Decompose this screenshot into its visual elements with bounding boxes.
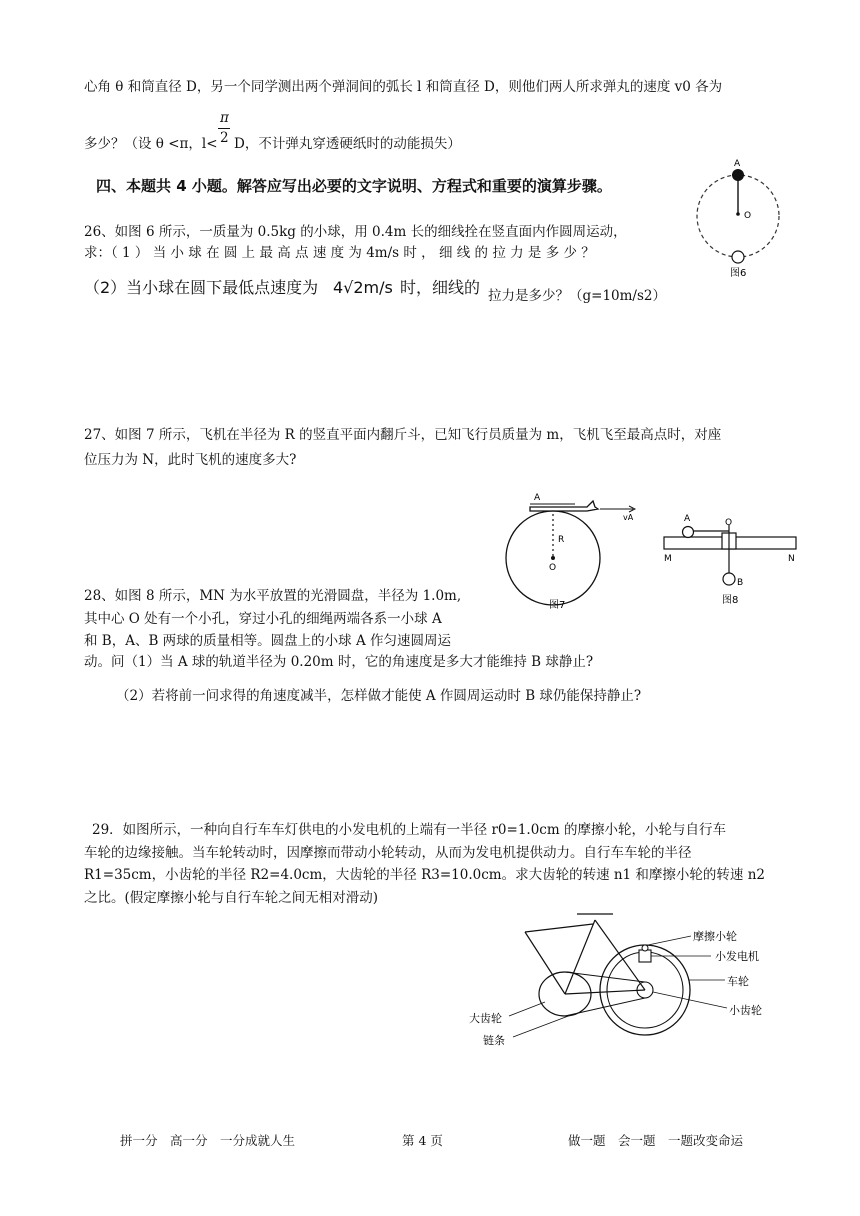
- fig8-label-a: A: [684, 514, 691, 524]
- ball-top: [732, 169, 744, 181]
- down-tube: [525, 932, 565, 994]
- q28-line2: 其中心 O 处有一个小孔，穿过小孔的细绳两端各系一小球 A: [84, 611, 442, 627]
- q26-line3a: （2）当小球在圆下最低点速度为: [84, 278, 319, 297]
- fig7-caption: 图7: [549, 600, 566, 611]
- fraction-denominator: 2: [220, 130, 229, 146]
- friction-wheel: [642, 945, 648, 951]
- q28-line3: 和 B，A、B 两球的质量相等。圆盘上的小球 A 作匀速圆周运: [84, 633, 452, 649]
- q29-line3: R1=35cm，小齿轮的半径 R2=4.0cm，大齿轮的半径 R3=10.0cm。求大齿轮的转速 n1 和摩擦小轮的转速 n2: [84, 867, 766, 883]
- q29-line4: 之比。(假定摩擦小轮与自行车轮之间无相对滑动): [84, 890, 379, 906]
- fig7-label-r: R: [558, 535, 565, 545]
- top-tube: [525, 924, 593, 932]
- airplane: [530, 501, 598, 511]
- q26-line3c: 时，细线的: [400, 278, 481, 297]
- fig6-label-o: O: [744, 211, 752, 221]
- q27-line2: 位压力为 N，此时飞机的速度多大?: [84, 452, 297, 468]
- seat-tube: [565, 920, 595, 994]
- fig8-label-m: M: [664, 554, 672, 564]
- footer-right: 做一题 会一题 一题改变命运: [568, 1133, 744, 1148]
- figure-7: [505, 490, 655, 615]
- pi-symbol: π: [220, 110, 229, 126]
- ball-bottom: [732, 251, 744, 263]
- q25-line1: 心角 θ 和筒直径 D，另一个同学测出两个弹洞间的弧长 l 和筒直径 D，则他们两人所求弹丸的速度 v0 各为: [84, 79, 723, 95]
- fig8-label-o: O: [725, 518, 733, 528]
- bicycle-figure: [465, 912, 785, 1062]
- fig8-caption: 图8: [722, 595, 739, 606]
- q26-line2: 求：（ 1 ） 当 小 球 在 圆 上 最 高 点 速 度 为 4m/s 时 ， 细 线 的 拉 力 是 多 少 ？: [84, 245, 595, 261]
- section-heading: 四、本题共 4 小题。解答应写出必要的文字说明、方程式和重要的演算步骤。: [96, 177, 612, 195]
- footer-left: 拼一分 高一分 一分成就人生: [120, 1133, 296, 1148]
- q29-line1: 29．如图所示，一种向自行车车灯供电的小发电机的上端有一半径 r0=1.0cm 的摩擦小轮，小轮与自行车: [92, 822, 726, 838]
- figure-8: [662, 505, 802, 615]
- label-wheel: 车轮: [727, 975, 749, 988]
- q25-line2a: 多少？（设 θ <π，l<: [84, 136, 218, 152]
- center-dot: [736, 212, 740, 216]
- center-dot: [551, 556, 555, 560]
- chain-stay: [565, 990, 645, 994]
- q28-line5: （2）若将前一问求得的角速度减半，怎样做才能使 A 作圆周运动时 B 球仍能保持静止?: [116, 688, 642, 704]
- q25-line2b: D，不计弹丸穿透硬纸时的动能损失）: [234, 136, 461, 152]
- chain-bottom: [565, 998, 645, 1016]
- q26-velocity: 4√2m/s: [333, 278, 393, 297]
- label-friction-wheel: 摩擦小轮: [693, 930, 737, 943]
- q28-line4: 动。问（1）当 A 球的轨道半径为 0.20m 时，它的角速度是多大才能维持 B 球静止?: [84, 654, 594, 670]
- q29-line2: 车轮的边缘接触。当车轮转动时，因摩擦而带动小轮转动，从而为发电机提供动力。自行车车轮的半径: [84, 845, 692, 861]
- fig6-caption: 图6: [730, 268, 747, 279]
- fig7-label-v: vA: [623, 513, 634, 522]
- fig8-label-n: N: [788, 554, 795, 564]
- q28-line1: 28、如图 8 所示，MN 为水平放置的光滑圆盘，半径为 1.0m,: [84, 588, 462, 604]
- fig8-label-b: B: [737, 578, 744, 588]
- q26-line3d: 拉力是多少？（g=10m/s2）: [488, 288, 666, 304]
- seat-stay: [595, 920, 645, 990]
- figure-6: [690, 156, 790, 281]
- leader-big-gear: [509, 1002, 545, 1016]
- label-generator: 小发电机: [715, 950, 759, 963]
- label-big-gear: 大齿轮: [469, 1012, 502, 1025]
- page-number: 第 4 页: [402, 1133, 443, 1148]
- label-chain: 链条: [483, 1034, 505, 1047]
- fig7-label-o: O: [549, 563, 557, 573]
- ball-b: [723, 573, 735, 585]
- leader-friction: [648, 936, 691, 945]
- fig7-label-a: A: [534, 493, 541, 503]
- ball-a: [683, 527, 694, 538]
- q26-line1: 26、如图 6 所示，一质量为 0.5kg 的小球，用 0.4m 长的细线拴在竖直面内作圆周运动，: [84, 224, 627, 240]
- generator: [639, 950, 651, 962]
- q27-line1: 27、如图 7 所示，飞机在半径为 R 的竖直平面内翻斤斗，已知飞行员质量为 m，飞机飞至最高点时，对座: [84, 427, 722, 443]
- label-small-gear: 小齿轮: [729, 1004, 762, 1017]
- leader-chain: [513, 1015, 571, 1037]
- fig6-label-a: A: [734, 159, 741, 169]
